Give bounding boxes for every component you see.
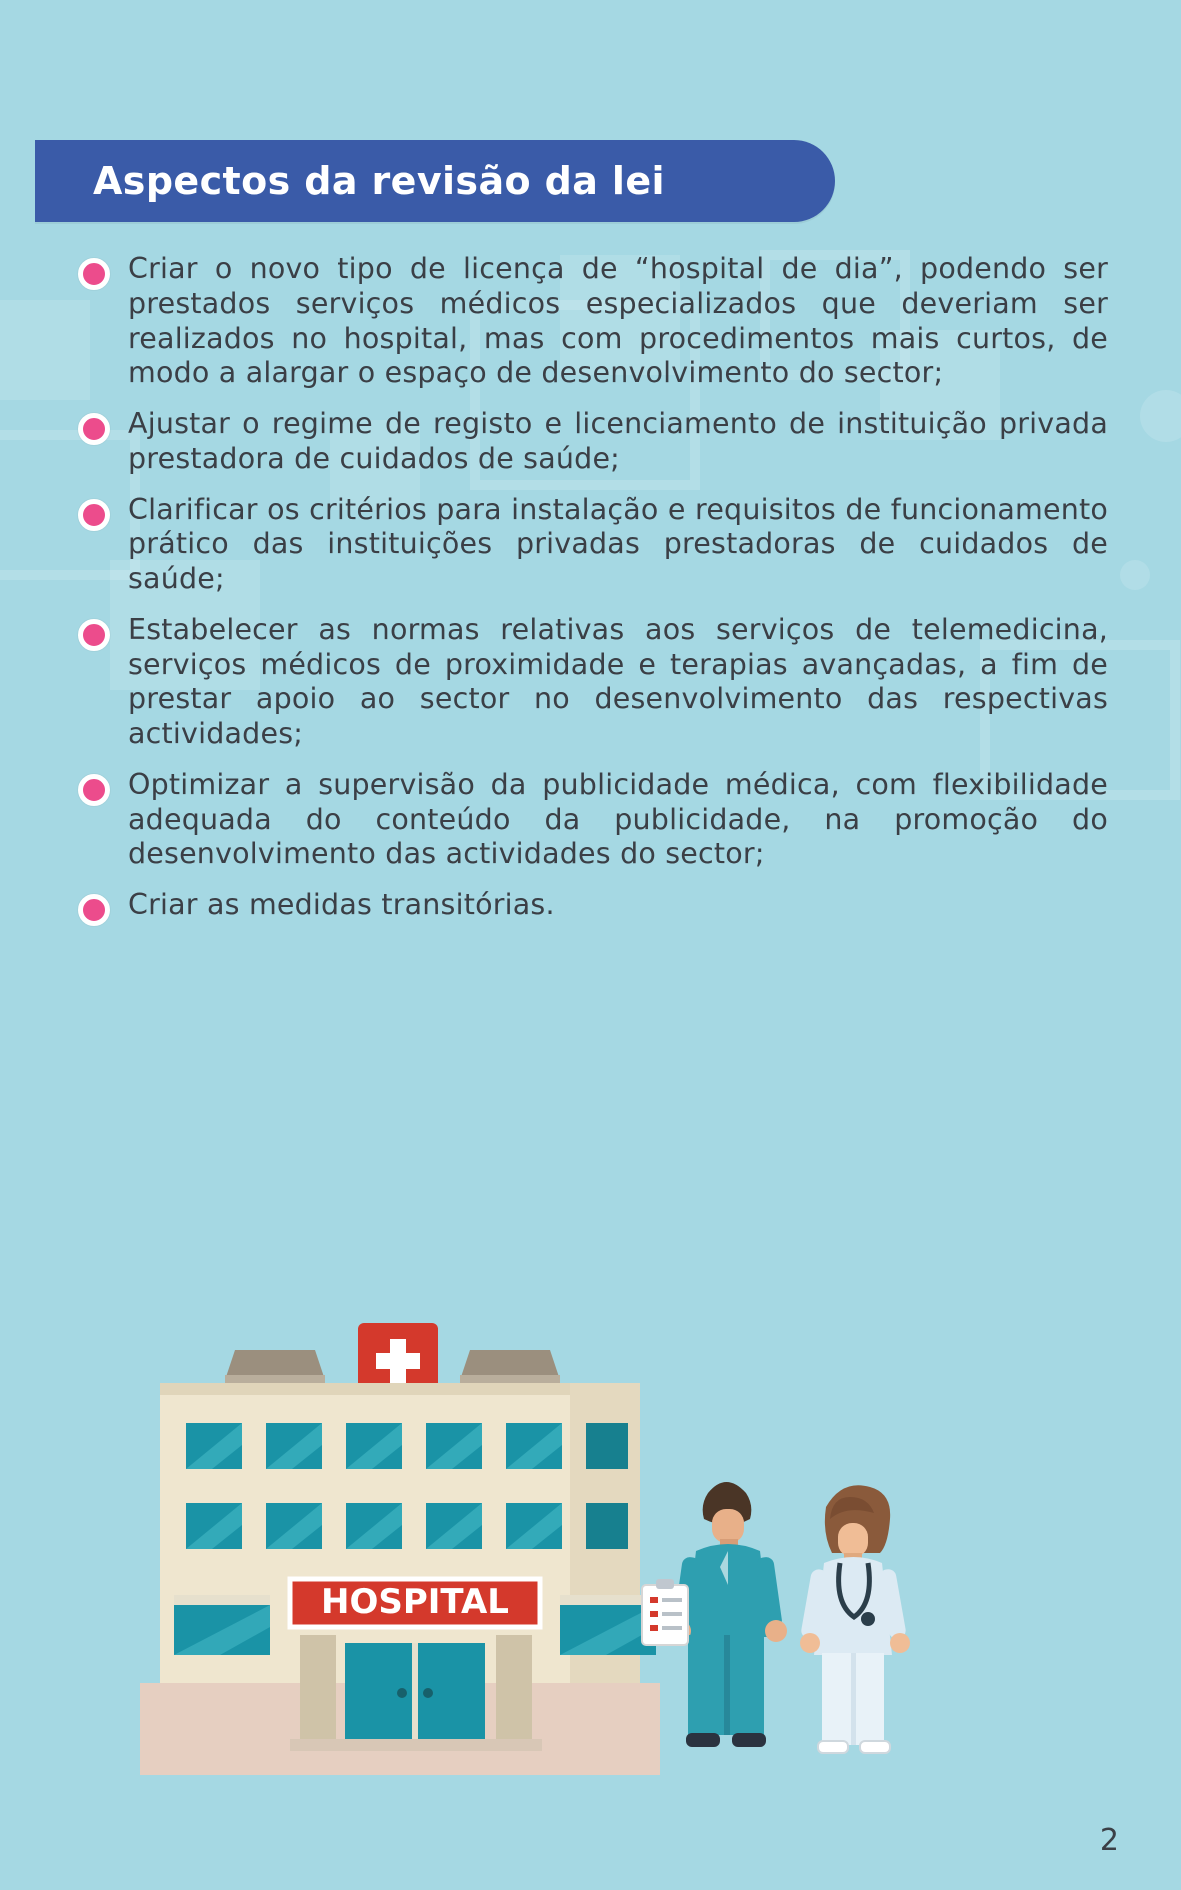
stethoscope-bell-icon [861,1612,875,1626]
decor-circle [1140,390,1181,442]
bullet-dot-icon [78,774,110,806]
list-item-text: Ajustar o regime de registo e licenciamento de instituição privada prestadora de cuidados de saúde; [128,407,1108,475]
bullet-dot-icon [78,413,110,445]
list-item [78,613,1108,752]
decor-circle [1120,560,1150,590]
hospital-sign [290,1579,540,1627]
list-item-text: Clarificar os critérios para instalação e requisitos de funcionamento prático das instituições privadas prestadoras de cuidados de saúde; [128,492,1108,596]
entrance [290,1635,542,1751]
bullet-list [78,252,1108,942]
list-item [78,252,1108,391]
doctor-male-figure [642,1482,787,1747]
list-item [78,407,1108,477]
list-item-text: Optimizar a supervisão da publicidade médica, com flexibilidade adequada do conteúdo da publicidade, na promoção do desenvolvimento das actividades do sector; [128,767,1108,871]
hospital-illustration-svg [140,1295,960,1815]
clipboard-icon [642,1579,688,1645]
doctor-female-figure [800,1485,910,1753]
bullet-dot-icon [78,894,110,926]
hospital-sign-label: HOSPITAL [321,1582,509,1622]
page-title-banner [35,140,835,222]
list-item-text: Criar as medidas transitórias. [128,888,555,922]
list-item-text: Estabelecer as normas relativas aos serviços de telemedicina, serviços médicos de proximidade e terapias avançadas, a fim de prestar apoio ao sector no desenvolvimento das respectivas actividades; [128,612,1108,751]
list-item [78,768,1108,872]
page-number: 2 [1099,1823,1119,1858]
bullet-dot-icon [78,619,110,651]
decor-block [0,300,90,400]
list-item [78,493,1108,597]
hospital-illustration [140,1295,960,1815]
bullet-dot-icon [78,258,110,290]
page-title: Aspectos da revisão da lei [93,159,665,203]
list-item [78,888,1108,926]
list-item-text: Criar o novo tipo de licença de “hospital de dia”, podendo ser prestados serviços médicos especializados que deveriam ser realizados no hospital, mas com procedimentos mais curtos, de modo a alargar o espaço de desenvolvimento do sector; [128,252,1108,390]
bullet-dot-icon [78,499,110,531]
